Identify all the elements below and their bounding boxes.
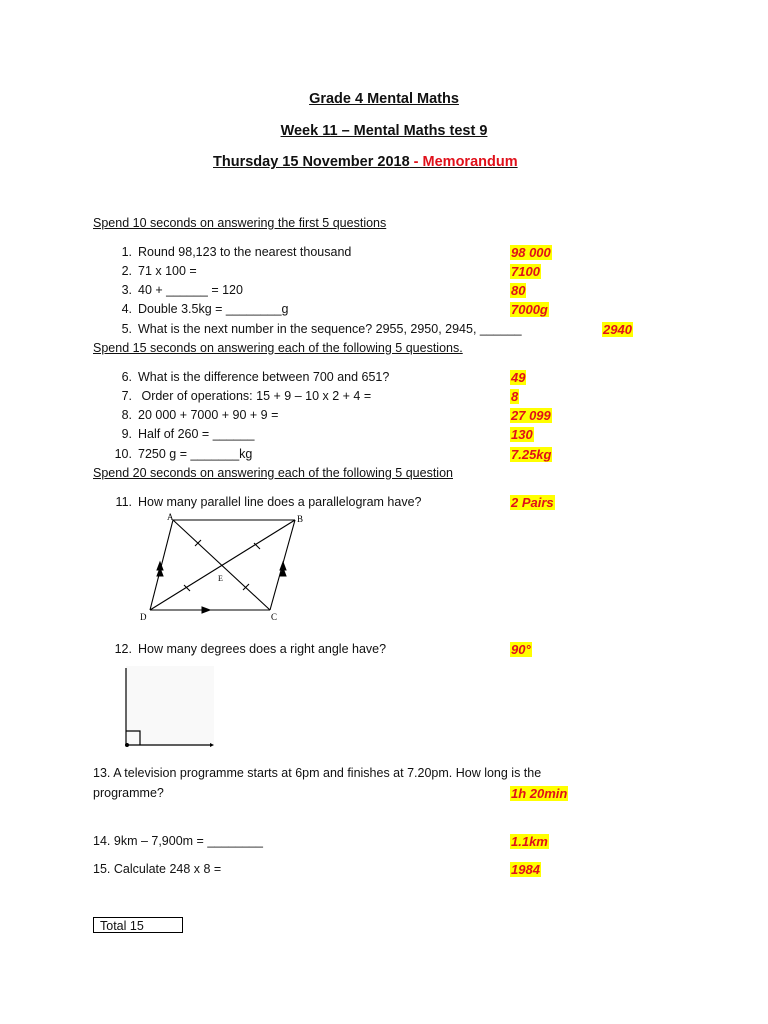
- question-12: 12. How many degrees does a right angle have?: [114, 642, 387, 656]
- question-1: 1. Round 98,123 to the nearest thousand: [121, 245, 352, 259]
- question-11: 11. How many parallel line does a parallelogram have?: [115, 495, 422, 509]
- answer-13: 1h 20min: [511, 786, 568, 801]
- section-instruction-3: Spend 20 seconds on answering each of the following 5 question: [93, 466, 453, 480]
- memorandum-label: - Memorandum: [409, 154, 518, 170]
- vertex-label-c: C: [271, 612, 278, 622]
- answer-1: 98 000: [511, 245, 551, 260]
- question-13: 13. A television programme starts at 6pm and finishes at 7.20pm. How long is the: [93, 766, 542, 780]
- page-title: Grade 4 Mental Maths: [309, 91, 459, 107]
- question-15: 15. Calculate 248 x 8 =: [93, 862, 222, 876]
- total-score-box: Total 15: [93, 917, 183, 933]
- section-instruction-1: Spend 10 seconds on answering the first 5 questions: [93, 216, 387, 230]
- answer-10: 7.25kg: [511, 447, 552, 462]
- answer-6: 49: [511, 370, 526, 385]
- answer-3: 80: [511, 283, 526, 298]
- parallelogram-diagram: [140, 510, 320, 625]
- question-8: 8. 20 000 + 7000 + 90 + 9 =: [121, 408, 279, 422]
- question-6: 6. What is the difference between 700 and 651?: [121, 370, 390, 384]
- question-10: 10. 7250 g = _______kg: [114, 447, 253, 461]
- vertex-label-a: A: [167, 512, 174, 522]
- answer-15: 1984: [511, 862, 540, 877]
- center-label-e: E: [218, 574, 223, 583]
- vertex-label-d: D: [140, 612, 147, 622]
- section-instruction-2: Spend 15 seconds on answering each of the following 5 questions.: [93, 341, 463, 355]
- question-3: 3. 40 + ______ = 120: [121, 283, 243, 297]
- answer-7: 8: [511, 389, 519, 404]
- question-9: 9. Half of 260 = ______: [121, 427, 255, 441]
- answer-11: 2 Pairs: [511, 495, 554, 510]
- date-heading: [213, 154, 518, 170]
- answer-2: 7100: [511, 264, 540, 279]
- answer-12: 90°: [511, 642, 531, 657]
- answer-9: 130: [511, 427, 533, 442]
- vertex-label-b: B: [297, 514, 304, 524]
- question-7: 7. Order of operations: 15 + 9 – 10 x 2 + 4 =: [121, 389, 372, 403]
- answer-5: 2940: [603, 322, 632, 337]
- question-2: 2. 71 x 100 =: [121, 264, 197, 278]
- question-4: 4. Double 3.5kg = ________g: [121, 302, 289, 316]
- date-text: Thursday 15 November 2018: [213, 154, 410, 170]
- answer-8: 27 099: [511, 408, 551, 423]
- week-heading: Week 11 – Mental Maths test 9: [280, 123, 488, 139]
- right-angle-diagram: [118, 662, 218, 752]
- question-5: 5. What is the next number in the sequence? 2955, 2950, 2945, ______: [121, 322, 522, 336]
- question-14: 14. 9km – 7,900m = ________: [93, 834, 263, 848]
- answer-14: 1.1km: [511, 834, 548, 849]
- question-13-continued: programme?: [93, 786, 164, 800]
- answer-4: 7000g: [511, 302, 548, 317]
